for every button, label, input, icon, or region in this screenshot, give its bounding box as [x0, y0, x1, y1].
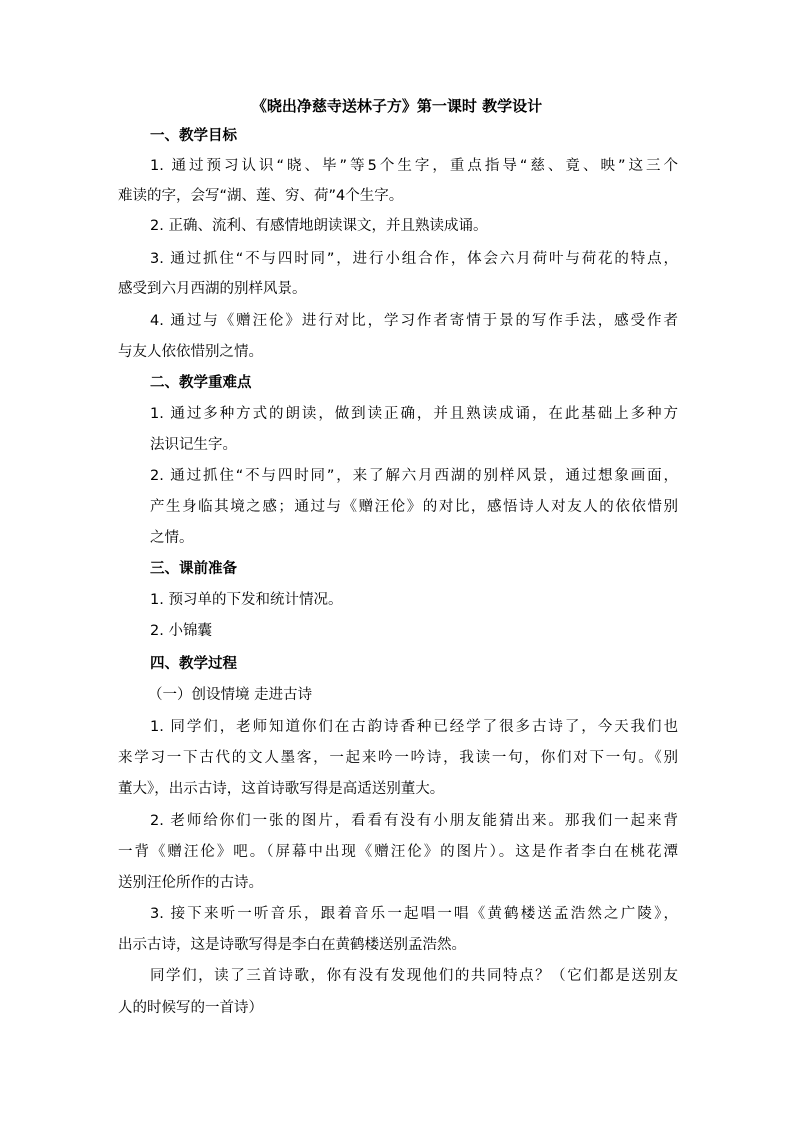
paragraph-line: 人的时候写的一首诗） — [118, 1000, 263, 1016]
paragraph-line: 1. 同学们，老师知道你们在古韵诗香种已经学了很多古诗了，今天我们也 — [150, 719, 678, 735]
paragraph-line: （一）创设情境 走进古诗 — [148, 687, 313, 703]
paragraph-line: 3. 接下来听一听音乐，跟着音乐一起唱一唱《黄鹤楼送孟浩然之广陵》， — [150, 906, 678, 922]
paragraph-line: 难读的字，会写“湖、莲、穷、荷”4个生字。 — [118, 188, 404, 204]
paragraph-line: 感受到六月西湖的别样风景。 — [118, 281, 307, 297]
paragraph-line: 3. 通过抓住“不与四时同”，进行小组合作，体会六月荷叶与荷花的特点， — [150, 251, 678, 267]
paragraph-line: 2. 正确、流利、有感情地朗读课文，并且熟读成诵。 — [150, 218, 488, 234]
paragraph-line: 1. 通过预习认识“晓、毕”等5个生字，重点指导“慈、竟、映”这三个 — [150, 158, 678, 174]
paragraph-line: 产生身临其境之感；通过与《赠汪伦》的对比，感悟诗人对友人的依依惜别 — [150, 499, 678, 515]
paragraph-line: 2. 老师给你们一张的图片，看看有没有小朋友能猜出来。那我们一起来背 — [150, 813, 678, 829]
paragraph-line: 之情。 — [150, 530, 194, 546]
document-title: 《晓出净慈寺送林子方》第一课时 教学设计 — [251, 97, 543, 115]
paragraph-line: 出示古诗，这是诗歌写得是李白在黄鹤楼送别孟浩然。 — [118, 937, 466, 953]
paragraph-line: 2. 小锦囊 — [150, 623, 212, 639]
paragraph-line: 来学习一下古代的文人墨客，一起来吟一吟诗，我读一句，你们对下一句。《别 — [118, 750, 678, 766]
paragraph-line: 一背《赠汪伦》吧。（屏幕中出现《赠汪伦》的图片）。这是作者李白在桃花潭 — [118, 844, 678, 860]
section-heading: 二、教学重难点 — [150, 375, 252, 391]
paragraph-line: 2. 通过抓住“不与四时同”，来了解六月西湖的别样风景，通过想象画面， — [150, 468, 678, 484]
paragraph-line: 董大》，出示古诗，这首诗歌写得是高适送别董大。 — [118, 781, 445, 797]
section-heading: 一、教学目标 — [150, 128, 237, 144]
section-heading: 四、教学过程 — [150, 656, 237, 672]
section-heading: 三、课前准备 — [150, 561, 237, 577]
paragraph-line: 4. 通过与《赠汪伦》进行对比，学习作者寄情于景的写作手法，感受作者 — [150, 313, 678, 329]
paragraph-line: 送别汪伦所作的古诗。 — [118, 875, 263, 891]
paragraph-line: 1. 预习单的下发和统计情况。 — [150, 592, 343, 608]
paragraph-line: 1. 通过多种方式的朗读，做到读正确，并且熟读成诵，在此基础上多种方 — [150, 406, 678, 422]
paragraph-line: 与友人依依惜别之情。 — [118, 344, 263, 360]
paragraph-line: 法识记生字。 — [150, 437, 237, 453]
paragraph-line: 同学们，读了三首诗歌，你有没有发现他们的共同特点？（它们都是送别友 — [150, 968, 678, 984]
